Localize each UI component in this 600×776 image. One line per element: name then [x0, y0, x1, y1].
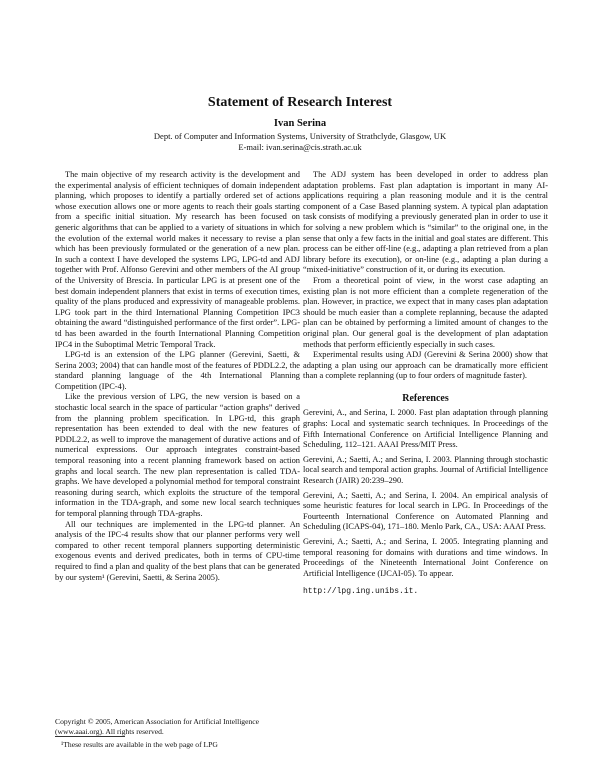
affiliation-block	[0, 131, 600, 153]
footnote-divider	[55, 736, 125, 737]
left-paragraph-1: The main objective of my research activity is the development and the experimental analysis of efficient techniques of domain independent planning, which proposes to identify a partially ordered set of actions whose execution allows one or more agents to reach their goals starting from a specific initial situation. My research has been focused on generic algorithms that can be applied to a variety of situations in which the evolution of the external world makes it necessary to revise a plan which has been previously formulated or the generation of a new plan. In such a context I have developed the systems LPG, LPG-td and ADJ together with Prof. Alfonso Gerevini and other members of the AI group of the University of Brescia. In particular LPG is at present one of the best domain independent planners that exist in terms of execution times, quality of the plans produced and expressivity of manageable problems. LPG took part in the third International Planning Competition IPC3 obtaining the award “distinguished performance of the first order”. LPG-td has been awarded in the fourth International Planning Competition IPC4 in the Suboptimal Metric Temporal Track.	[55, 170, 300, 349]
right-column	[303, 170, 548, 598]
reference-item: Gerevini, A., and Serina, I. 2000. Fast plan adaptation through planning graphs: Local and systematic search techniques. In Proceedings of the Fifth International Conference on Artificial Intelligence Planning and Scheduling, 112–121. AAAI Press/MIT Press.	[303, 408, 548, 450]
affiliation: Dept. of Computer and Information Systems, University of Strathclyde, Glasgow, UK	[153, 131, 447, 141]
right-paragraph-2: From a theoretical point of view, in the worst case adapting an existing plan is not more efficient than a complete regeneration of the plan. However, in practice, we expect that in many cases plan adaptation should be much easier than a complete replanning, because the adapted plan can be obtained by performing a limited amount of changes to the original plan. Our general goal is the development of plan adaptation methods that perform efficiently especially in such cases.	[303, 275, 548, 349]
author-name: Ivan Serina	[273, 118, 327, 129]
reference-item: Gerevini, A.; Saetti, A.; and Serina, I. 2005. Integrating planning and temporal reasoning for domains with durations and time windows. In Proceedings of the Nineteenth International Joint Conference on Artificial Intelligence (IJCAI-05). To appear.	[303, 537, 548, 578]
copyright-notice: Copyright © 2005, American Association for Artificial Intelligence (www.aaai.org). All rights reserved.	[55, 717, 260, 736]
reference-item: Gerevini, A.; Saetti, A.; and Serina, I. 2004. An empirical analysis of some heuristic features for local search in LPG. In Proceedings of the Fourteenth International Conference on Automated Planning and Scheduling (ICAPS-04), 171–180. Menlo Park, CA., USA: AAAI Press.	[303, 490, 548, 532]
left-paragraph-2: LPG-td is an extension of the LPG planner (Gerevini, Saetti, & Serina 2003; 2004) that can handle most of the features of PDDL2.2, the standard planning language of the 4th International Planning Competition (IPC-4).	[55, 350, 300, 391]
right-paragraph-1: The ADJ system has been developed in order to address plan adaptation problems. Fast plan adaptation is important in many AI-applications requiring a plan reasoning module and it is the central component of a Case Based planning system. A typical plan adaptation task consists of modifying a previously generated plan in order to use it for solving a new problem which is “similar” to the original one, in the sense that only a few facts in the initial and goal states are different. This process can be either off-line (e.g., adapting a plan retrieved from a plan library before its execution), or on-line (e.g., adapting a plan during a “mixed-initiative” construction of it, or during its execution.	[303, 170, 548, 275]
lpg-url-link[interactable]: http://lpg.ing.unibs.it.	[303, 587, 419, 597]
left-paragraph-3: Like the previous version of LPG, the new version is based on a stochastic local search in the space of particular “action graphs” derived from the planning problem specification. In LPG-td, this graph representation has been extended to deal with the new features of PDDL2.2, as well to improve the management of durative actions and of numerical expressions. Our approach integrates constraint-based temporal reasoning into a recent planning framework based on action graphs and local search. The new plan representation is called TDA-graphs. We have developed a polynomial method for temporal constraint reasoning during search, which exploits the structure of the temporal information in the TDA-graph, and some new local search techniques for temporal planning through TDA-graphs.	[55, 392, 300, 518]
reference-item: Gerevini, A.; Saetti, A.; and Serina, I. 2003. Planning through stochastic local search and temporal action graphs. Journal of Artificial Intelligence Research (JAIR) 20:239–290.	[303, 454, 548, 486]
footnote: ¹These results are available in the web page of LPG	[61, 740, 218, 750]
left-paragraph-4: All our techniques are implemented in the LPG-td planner. An analysis of the IPC-4 results show that our planner performs very well compared to other recent temporal planners supporting deterministic exogenous events and derived predicates, both in terms of CPU-time required to find a plan and quality of the best plans that can be generated by our system¹ (Gerevini, Saetti, & Serina 2005).	[55, 519, 300, 582]
references-heading: References	[402, 392, 449, 404]
right-paragraph-3: Experimental results using ADJ (Gerevini & Serina 2000) show that adapting a plan using our approach can be dramatically more efficient than a complete replanning (up to four orders of magnitude faster).	[303, 350, 548, 381]
paper-title: Statement of Research Interest	[207, 95, 393, 110]
left-column	[55, 170, 300, 583]
email: E-mail: ivan.serina@cis.strath.ac.uk	[238, 142, 362, 152]
page-footer	[55, 717, 300, 750]
